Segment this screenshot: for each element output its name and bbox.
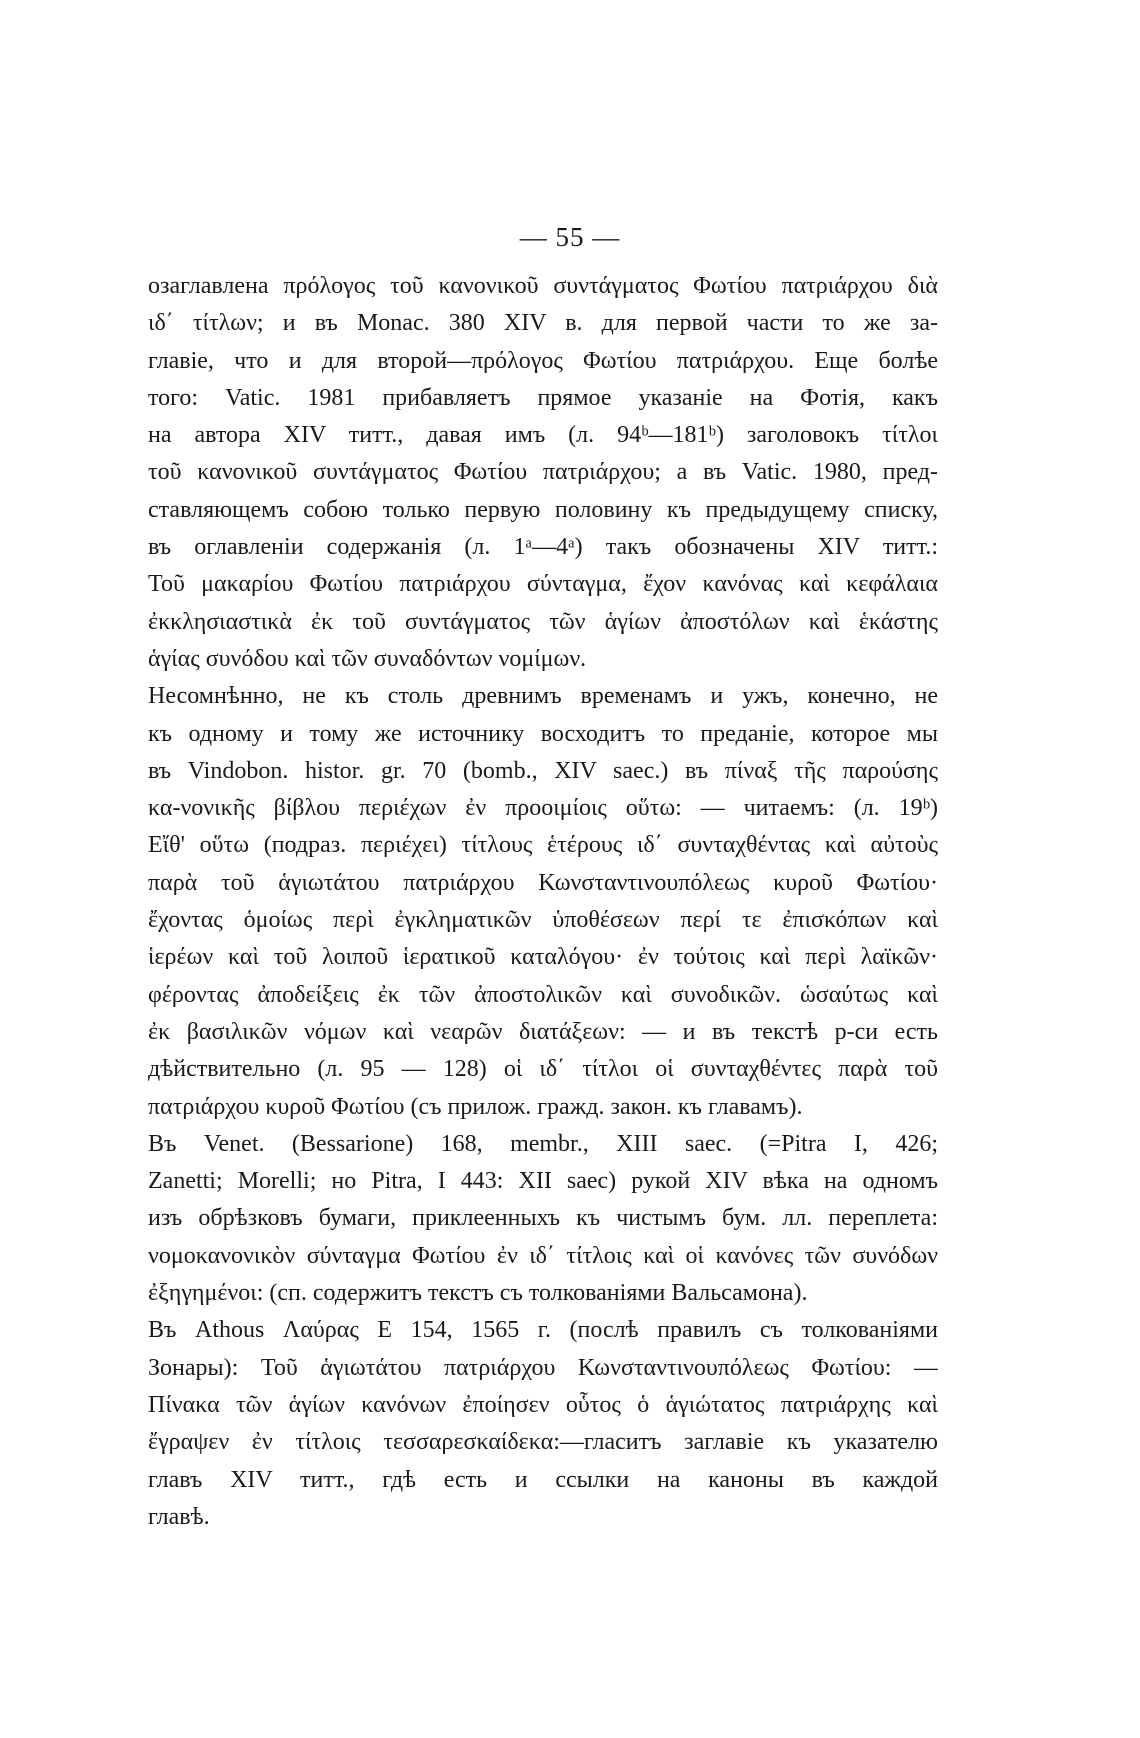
page-number: — 55 — bbox=[519, 222, 621, 252]
text-line: ἁγίας συνόδου καὶ τῶν συναδόντων νομίμων. bbox=[148, 645, 587, 672]
text-line: Εἴθ' οὕτω (подраз. περιέχει) τίτλους ἑτέρους ιδ΄ συνταχθέντας καὶ αὐτοὺς bbox=[148, 832, 938, 859]
text-line: изъ обрѣзковъ бумаги, приклеенныхъ къ чистымъ бум. лл. переплета: bbox=[148, 1205, 938, 1232]
text-line: ἐξηγημένοι: (сп. содержитъ текстъ съ толкованіями Вальсамона). bbox=[148, 1280, 808, 1307]
text-line: Зонары): Τοῦ ἁγιωτάτου πατριάρχου Κωνσταντινουπόλεως Φωτίου: — bbox=[148, 1354, 938, 1381]
text-line: ἐκκλησιαστικὰ ἐκ τοῦ συντάγματος τῶν ἁγίων ἀποστόλων καὶ ἑκάστης bbox=[148, 608, 938, 635]
text-line: къ одному и тому же источнику восходитъ то преданіе, которое мы bbox=[148, 720, 938, 747]
text-line: ἐκ βασιλικῶν νόμων καὶ νεαρῶν διατάξεων: — и въ текстѣ р-си есть bbox=[148, 1018, 938, 1045]
body-text bbox=[148, 268, 938, 1536]
text-line: того: Vatic. 1981 прибавляетъ прямое указаніе на Фотія, какъ bbox=[148, 384, 938, 411]
text-line: Τοῦ μακαρίου Φωτίου πατριάρχου σύνταγμα, ἔχον κανόνας καὶ κεφάλαια bbox=[148, 571, 938, 598]
text-line: ставляющемъ собою только первую половину къ предыдущему списку, bbox=[148, 496, 938, 523]
text-line: дѣйствительно (л. 95 — 128) οἱ ιδ΄ τίτλοι οἱ συνταχθέντες παρὰ τοῦ bbox=[148, 1056, 938, 1083]
text-line: φέροντας ἀποδείξεις ἐκ τῶν ἀποστολικῶν καὶ συνοδικῶν. ὡσαύτως καὶ bbox=[148, 981, 938, 1008]
text-line: главіе, что и для второй—πρόλογος Φωτίου πατριάρχου. Еще болѣе bbox=[148, 347, 938, 374]
text-line: Πίνακα τῶν ἁγίων κανόνων ἐποίησεν οὗτος ὁ ἁγιώτατος πατριάρχης καὶ bbox=[148, 1391, 938, 1418]
text-line: въ Vindobon. histor. gr. 70 (bomb., XIV saec.) въ πίναξ τῆς παρούσης bbox=[148, 757, 938, 784]
text-line: главъ XIV титт., гдѣ есть и ссылки на каноны въ каждой bbox=[148, 1466, 938, 1493]
text-line: озаглавлена πρόλογος τοῦ κανονικοῦ συντάγματος Φωτίου πατριάρχου διὰ bbox=[148, 273, 938, 299]
text-line: Несомнѣнно, не къ столь древнимъ временамъ и ужъ, конечно, не bbox=[148, 683, 938, 710]
text-line: въ оглавленіи содержанія (л. 1ᵃ—4ᵃ) такъ обозначены XIV титт.: bbox=[148, 534, 938, 561]
text-line: παρὰ τοῦ ἁγιωτάτου πατριάρχου Κωνσταντινουπόλεως κυροῦ Φωτίου· bbox=[148, 869, 938, 896]
text-line: на автора XIV титт., давая имъ (л. 94ᵇ—181ᵇ) заголовокъ τίτλοι bbox=[148, 422, 938, 449]
text-line: главѣ. bbox=[148, 1503, 210, 1530]
text-line: νομοκανονικὸν σύνταγμα Φωτίου ἐν ιδ΄ τίτλοις καὶ οἱ κανόνες τῶν συνόδων bbox=[148, 1242, 938, 1269]
text-line: κα-νονικῆς βίβλου περιέχων ἐν προοιμίοις οὕτω: — читаемъ: (л. 19ᵇ) bbox=[148, 795, 938, 822]
text-line: πατριάρχου κυροῦ Φωτίου (съ прилож. гражд. закон. къ главамъ). bbox=[148, 1093, 803, 1120]
text-line: τοῦ κανονικοῦ συντάγματος Φωτίου πατριάρχου; а въ Vatic. 1980, пред- bbox=[148, 459, 938, 486]
text-line: Zanetti; Morelli; но Pitra, I 443: XII saec) рукой XIV вѣка на одномъ bbox=[148, 1168, 938, 1195]
text-line: ἔγραψεν ἐν τίτλοις τεσσαρεσκαίδεκα:—гласитъ заглавіе къ указателю bbox=[148, 1429, 938, 1456]
text-line: ἱερέων καὶ τοῦ λοιποῦ ἱερατικοῦ καταλόγου· ἐν τούτοις καὶ περὶ λαϊκῶν· bbox=[148, 944, 938, 971]
text-line: Въ Venet. (Bessarione) 168, membr., XIII saec. (=Pitra I, 426; bbox=[148, 1130, 938, 1157]
text-line: Въ Athous Λαύρας Ε 154, 1565 г. (послѣ правилъ съ толкованіями bbox=[148, 1317, 938, 1344]
text-line: ἔχοντας ὁμοίως περὶ ἐγκληματικῶν ὑποθέσεων περί τε ἐπισκόπων καὶ bbox=[148, 907, 938, 934]
text-line: ιδ΄ τίτλων; и въ Monac. 380 XIV в. для первой части то же за- bbox=[148, 310, 938, 337]
